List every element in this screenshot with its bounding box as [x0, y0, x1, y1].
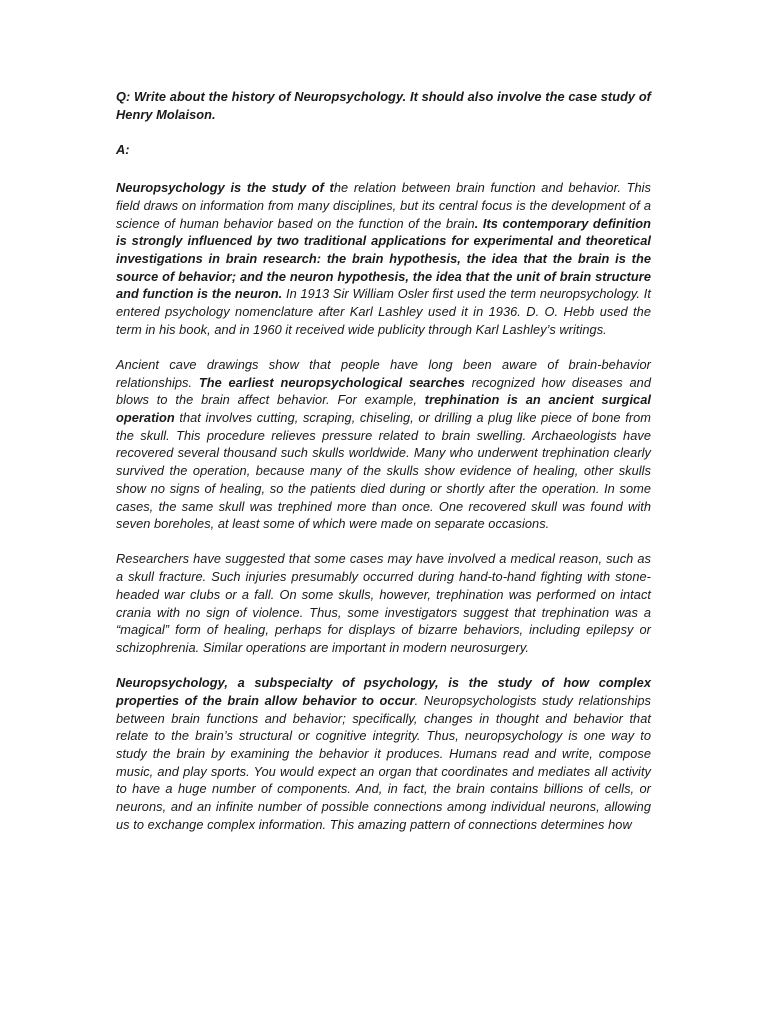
- paragraph-3: [116, 550, 651, 656]
- paragraph-2: [116, 356, 651, 533]
- text-run: trephination is an ancient surgical operation: [116, 392, 651, 426]
- paragraph-1: [116, 179, 651, 338]
- text-run: Neuropsychology is the study of t: [116, 180, 334, 196]
- document-body: [116, 88, 651, 851]
- text-run: that involves cutting, scraping, chiseling, or drilling a plug like piece of bone from the skull. This procedure relieves pressure related to brain swelling. Archaeologists have recovered several thousand such skulls worldwide. Many who underwent trephination clearly survived the operation, because many of the skulls show evidence of healing, other skulls show no signs of healing, so the patients died during or shortly after the operation. In some cases, the same skull was trephined more than once. One recovered skull was found with seven boreholes, at least some of which were made on separate occasions.: [116, 410, 651, 532]
- text-run: The earliest neuropsychological searches: [198, 374, 465, 390]
- text-run: . Neuropsychologists study relationships between brain functions and behavior; specifically, changes in thought and behavior that relate to the brain’s structural or cognitive integrity. Thus, neuropsychology is one way to study the brain by examining the behavior it produces. Humans read and write, compose music, and play sports. You would expect an organ that coordinates and mediates all activity to have a huge number of components. And, in fact, the brain contains billions of cells, or neurons, and an infinite number of possible connections among individual neurons, allowing us to exchange complex information. This amazing pattern of connections determines how: [116, 692, 652, 832]
- question-text: Q: Write about the history of Neuropsychology. It should also involve the case study of Henry Molaison.: [116, 89, 651, 122]
- text-run: Neuropsychology, a subspecialty of psychology, is the study of how complex properties of the brain allow behavior to occur: [116, 675, 651, 708]
- text-run: he relation between brain function and behavior. This field draws on information from many disciplines, but its central focus is the development of a science of human behavior based on the function of the brain: [116, 180, 651, 231]
- paragraph-4: [116, 674, 651, 833]
- text-run: In 1913 Sir William Osler first used the term neuropsychology. It entered psychology nomenclature after Karl Lashley used it in 1936. D. O. Hebb used the term in his book, and in 1960 it received wide publicity through Karl Lashley’s writings.: [116, 286, 652, 337]
- answer-label: A:: [116, 142, 130, 158]
- text-run: Researchers have suggested that some cases may have involved a medical reason, such as a skull fracture. Such injuries presumably occurred during hand-to-hand fighting with stone-headed war clubs or a fall. On some skulls, however, trephination was performed on intact crania with no sign of violence. Thus, some investigators suggest that trephination was a “magical” form of healing, perhaps for displays of bizarre behaviors, including epilepsy or schizophrenia. Similar operations are important in modern neurosurgery.: [116, 551, 651, 655]
- text-run: Ancient cave drawings show that people have long been aware of brain-behavior relationships.: [116, 356, 651, 390]
- text-run: . Its contemporary definition is strongly influenced by two traditional applications for experimental and theoretical investigations in brain research: the brain hypothesis, the idea that the brain is the source of behavior; and the neuron hypothesis, the idea that the unit of brain structure and function is the neuron.: [116, 215, 651, 302]
- text-run: recognized how diseases and blows to the brain affect behavior. For example,: [116, 374, 651, 408]
